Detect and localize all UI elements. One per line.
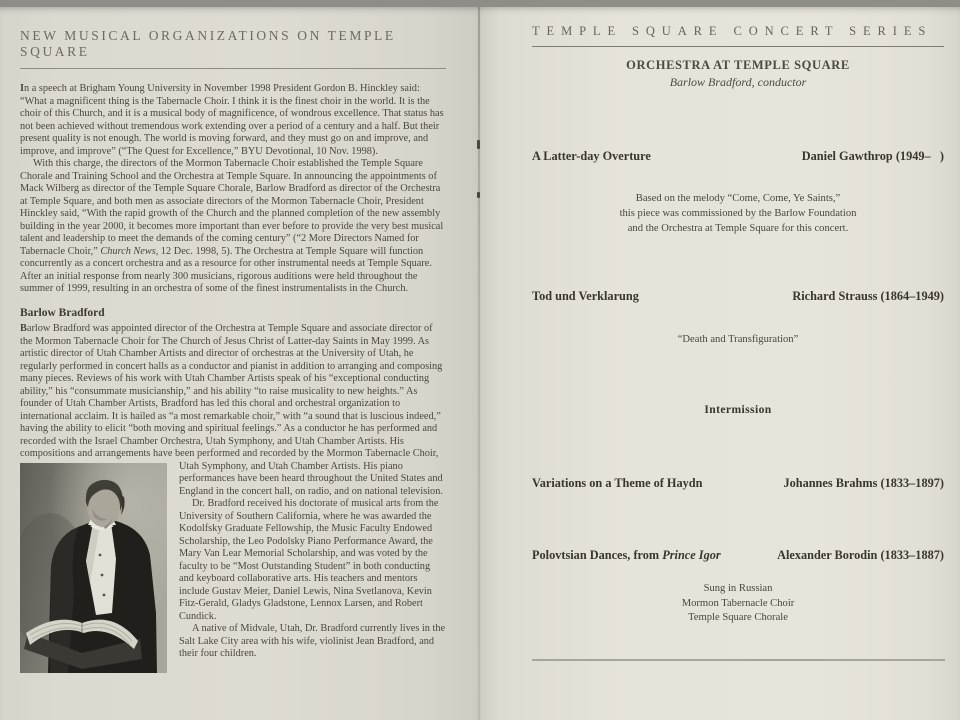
left-body-text	[20, 83, 446, 661]
page-right	[480, 7, 960, 720]
note-line: and the Orchestra at Temple Square for this concert.	[627, 223, 849, 234]
portrait-photo-image	[20, 463, 167, 673]
staple-mark	[477, 192, 480, 198]
note-line: this piece was commissioned by the Barlow Foundation	[619, 208, 857, 219]
piece-title	[532, 548, 721, 563]
program-row-4	[532, 548, 944, 563]
piece-title-text: Polovtsian Dances, from	[532, 548, 663, 562]
composer-name: Daniel Gawthrop (1949– )	[801, 149, 944, 163]
bradford-portrait-photo	[20, 463, 167, 673]
bio-heading: Barlow Bradford	[20, 306, 105, 319]
note-line: Temple Square Chorale	[688, 612, 788, 624]
left-page-content	[20, 28, 446, 674]
program-booklet	[0, 7, 960, 720]
piece-title: A Latter-day Overture	[532, 149, 651, 163]
left-page-heading: NEW MUSICAL ORGANIZATIONS ON TEMPLE SQUARE	[20, 28, 446, 69]
note-line: “Death and Transfiguration”	[677, 334, 799, 345]
intro-paragraph: In a speech at Brigham Young University in November 1998 President Gordon B. Hinckley said: “What a magnificent thing is the Tabernacle Choir. I think it is the finest choir in the world. It is the choir of this Church, and it is a musical body of magnificence, of wondrous excellence. That status has not been achieved without tremendous work extending over a period of a century and a half. But their present quality is not enough. The world is moving forward, and they must go on and improve, and improve, and improve” (“The Quest for Excellence,” BYU Devotional, 10 Nov. 1998).	[20, 83, 444, 157]
note-line: Based on the melody “Come, Come, Ye Saints,”	[635, 193, 841, 204]
announcement-paragraph	[20, 158, 446, 296]
bio-paragraph-2: Dr. Bradford received his doctorate of musical arts from the University of Southern California, where he was awarded the Kodolfsky Graduate Fellowship, the Music Faculty Endowed Scholarship, the Leo Podolsky Piano Performance Award, the Mary Van Lear Memorial Scholarship, and was voted by the faculty to be “Most Outstanding Student” in both conducting and keyboard collaborative arts. His teachers and mentors include Gustav Meier, Daniel Lewis, Nina Svetlanova, Kevin Fitz-Gerald, Gladys Gladstone, Lennox Larsen, and Robert Cundick.	[179, 498, 439, 622]
bio-text-b: Tabernacle Choir, Utah Symphony, and Utah Chamber Artists. His piano performances have been heard throughout the United States and England in the concert hall, on radio, and on national television.	[179, 448, 443, 497]
bio-paragraph-1	[20, 323, 446, 498]
center-fold-line	[478, 7, 480, 720]
program-note-1	[532, 191, 944, 236]
program-row-2	[532, 289, 944, 304]
conductor-line: Barlow Bradford, conductor	[669, 75, 807, 89]
bottom-rule	[532, 659, 945, 661]
composer-name: Johannes Brahms (1833–1897)	[783, 476, 944, 490]
note-line: Mormon Tabernacle Choir	[681, 597, 795, 609]
program-note-2	[532, 332, 944, 347]
program-row-1	[532, 149, 944, 164]
program-row-3	[532, 476, 944, 491]
composer-name: Alexander Borodin (1833–1887)	[777, 548, 944, 562]
announcement-text-a: With this charge, the directors of the Mormon Tabernacle Choir established the Temple Square Chorale and Training School and the Orchestra at Temple Square. In announcing the appointments of Mack Wilberg as director of the Temple Square Chorale, Barlow Bradford as director of the Orchestra at Temple Square, and both men as associate directors of the Mormon Tabernacle Choir, President Hinckley said, “With the rapid growth of the Church and the planned completion of the new assembly building in the year 2000, it becomes more important than ever before to provide the very best musical talent and leadership to meet the demands of the coming century” (“2 More Directors Named for Tabernacle Choir,”	[20, 158, 444, 257]
piece-title-italic: Prince Igor	[662, 548, 721, 562]
page-left	[0, 7, 480, 720]
performers-note	[532, 582, 944, 626]
piece-title: Variations on a Theme of Haydn	[532, 476, 703, 490]
announcement-text-b: , 12 Dec. 1998, 5). The Orchestra at Temple Square will function concurrently as a concert orchestra and as a resource for other instrumental needs at Temple Square. After an initial response from nearly 300 musicians, rigorous auditions were held throughout the summer of 1999, resulting in an orchestra of some of the finest instrumentalists in the Church.	[20, 245, 432, 294]
piece-title: Tod und Verklarung	[532, 289, 639, 303]
intermission-label: Intermission	[704, 403, 772, 416]
bio-text-a: Barlow Bradford was appointed director of the Orchestra at Temple Square and associate director of the Mormon Tabernacle Choir for The Church of Jesus Christ of Latter-day Saints in May 1999. As artistic director of Utah Chamber Artists and director of orchestras at the University of Utah, he regularly performed in concert halls as a conductor and pianist in addition to arranging and composing many pieces. Reviews of his work with Utah Chamber Artists speak of his “exceptional conducting ability,” his “consummate musicianship,” and his ability “to raise musicality to new heights.” As founder of Utah Chamber Artists, Bradford has led this choral and orchestral organization to international acclaim. It is hailed as “a most remarkable choir,” with “a sound that is luscious indeed,” having the ability to elicit “both moving and spiritual feelings.” As a conductor he has performed and recorded with the Israel Chamber Orchestra, Utah Symphony, and Utah Chamber Artists. His compositions and arrangements have been performed and recorded by the Mormon	[20, 323, 443, 459]
church-news-italic: Church News	[100, 245, 156, 257]
bio-paragraph-3: A native of Midvale, Utah, Dr. Bradford currently lives in the Salt Lake City area with his wife, violinist Jean Bradford, and their four children.	[179, 623, 446, 659]
composer-name: Richard Strauss (1864–1949)	[792, 289, 944, 303]
concert-title: ORCHESTRA AT TEMPLE SQUARE	[626, 58, 850, 72]
staple-mark	[477, 140, 480, 149]
note-line: Sung in Russian	[703, 583, 773, 594]
right-page-heading: TEMPLE SQUARE CONCERT SERIES	[532, 24, 944, 47]
